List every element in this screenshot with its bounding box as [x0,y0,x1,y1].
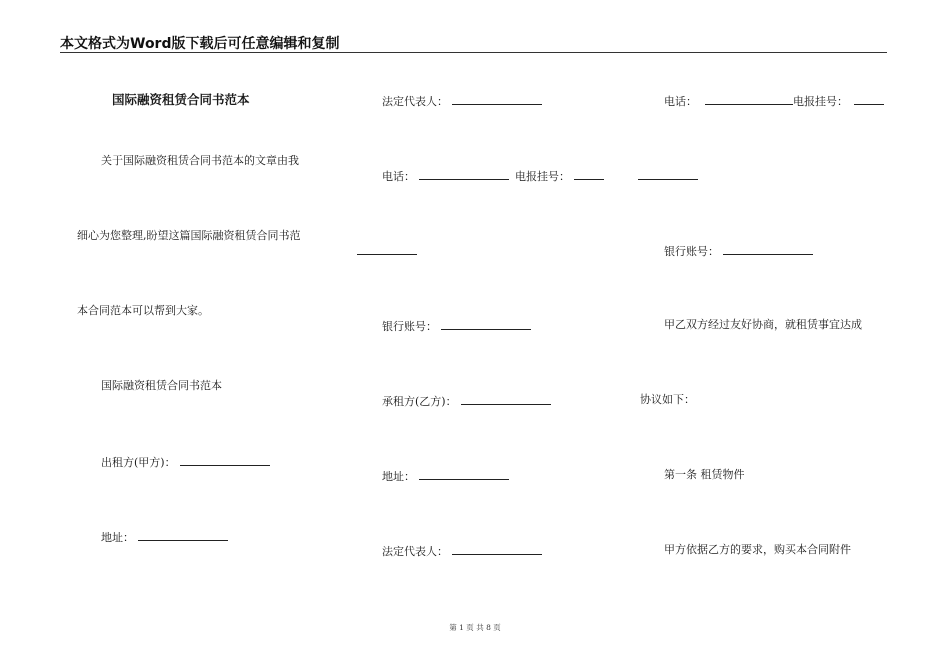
phone-telegraph-field [382,168,604,184]
address-label: 地址： [382,470,415,483]
lessor-field [101,454,270,470]
lessee-blank [461,393,551,405]
article-1-text: 甲方依据乙方的要求，购买本合同附件 [664,543,851,556]
intro-line-3: 本合同范本可以帮到大家。 [77,304,209,317]
telegraph-label: 电报挂号： [793,95,848,108]
article-1-heading: 第一条 租赁物件 [664,468,745,481]
phone-telegraph-field [664,93,884,109]
intro-line-1: 关于国际融资租赁合同书范本的文章由我 [101,154,299,167]
telegraph-blank [854,93,884,105]
bank-account-label: 银行账号： [382,320,437,333]
bank-account-field [664,243,813,259]
lessee-label: 承租方(乙方)： [382,395,457,408]
lessee-field [382,393,551,409]
bank-account-field [382,318,531,334]
telegraph-blank [574,168,604,180]
phone-label: 电话： [382,170,415,183]
legal-rep-label: 法定代表人： [382,95,448,108]
address-label: 地址： [101,531,134,544]
phone-blank [705,93,793,105]
document-title: 国际融资租赁合同书范本 [112,92,250,107]
subtitle: 国际融资租赁合同书范本 [101,379,222,392]
intro-line-2: 细心为您整理,盼望这篇国际融资租赁合同书范 [77,229,301,242]
continuation-blank [357,254,417,255]
lessee-legal-rep-field [382,543,542,559]
agreement-line-2: 协议如下： [640,393,695,406]
legal-rep-blank [452,543,542,555]
page-number: 第 1 页 共 8 页 [449,623,501,632]
lessor-label: 出租方(甲方)： [101,456,176,469]
address-blank [138,529,228,541]
bank-account-blank [441,318,531,330]
bank-account-label: 银行账号： [664,245,719,258]
address-blank [419,468,509,480]
legal-rep-blank [452,93,542,105]
lessor-address-field [101,529,228,545]
phone-label: 电话： [664,95,697,108]
phone-blank [419,168,509,180]
continuation-blank [638,179,698,180]
bank-account-blank [723,243,813,255]
legal-rep-label: 法定代表人： [382,545,448,558]
lessee-address-field [382,468,509,484]
legal-rep-field [382,93,542,109]
agreement-line-1: 甲乙双方经过友好协商，就租赁事宜达成 [664,318,862,331]
lessor-blank [180,454,270,466]
header-divider [60,52,887,53]
page-header: 本文格式为Word版下载后可任意编辑和复制 [60,36,340,52]
telegraph-label: 电报挂号： [515,170,570,183]
